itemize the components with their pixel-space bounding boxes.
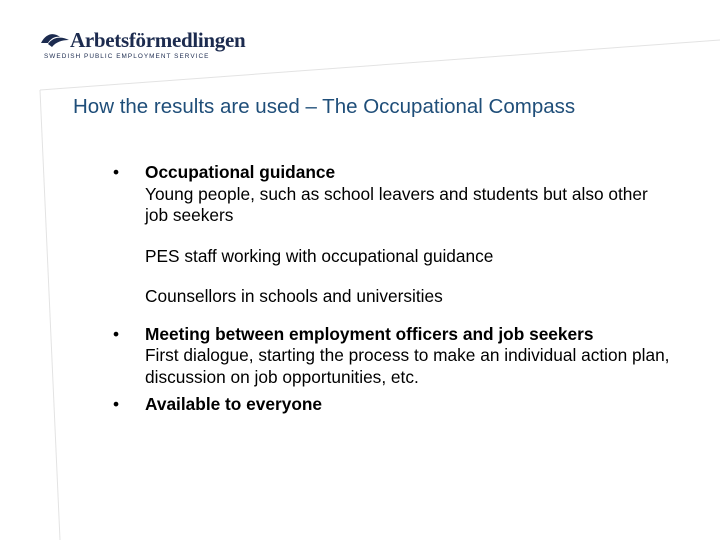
bullet-marker: • bbox=[113, 394, 120, 414]
bullet-text: PES staff working with occupational guidance bbox=[145, 245, 494, 266]
bullet-text: Counsellors in schools and universities bbox=[145, 286, 443, 306]
slide-title: How the results are used – The Occupational Compass bbox=[73, 95, 576, 118]
bullet-marker: • bbox=[113, 323, 120, 344]
bullet-text: First dialogue, starting the process to make an individual action plan, discussion on job opportunities, etc. bbox=[145, 345, 670, 387]
bullet-item bbox=[113, 394, 673, 416]
bullet-text: Young people, such as school leavers and students but also other job seekers bbox=[145, 183, 648, 225]
slide-content bbox=[113, 162, 673, 416]
bullet-heading: Occupational guidance bbox=[145, 162, 336, 182]
logo-bird-icon bbox=[40, 31, 70, 49]
bullet-heading: Meeting between employment officers and job seekers bbox=[145, 323, 594, 344]
bullet-item bbox=[113, 162, 673, 308]
logo-name: Arbetsförmedlingen bbox=[70, 28, 246, 52]
bullet-marker: • bbox=[113, 162, 120, 182]
logo-subtitle: SWEDISH PUBLIC EMPLOYMENT SERVICE bbox=[44, 53, 210, 60]
bullet-item bbox=[113, 324, 673, 389]
bullet-heading: Available to everyone bbox=[145, 394, 323, 414]
logo bbox=[40, 24, 246, 64]
